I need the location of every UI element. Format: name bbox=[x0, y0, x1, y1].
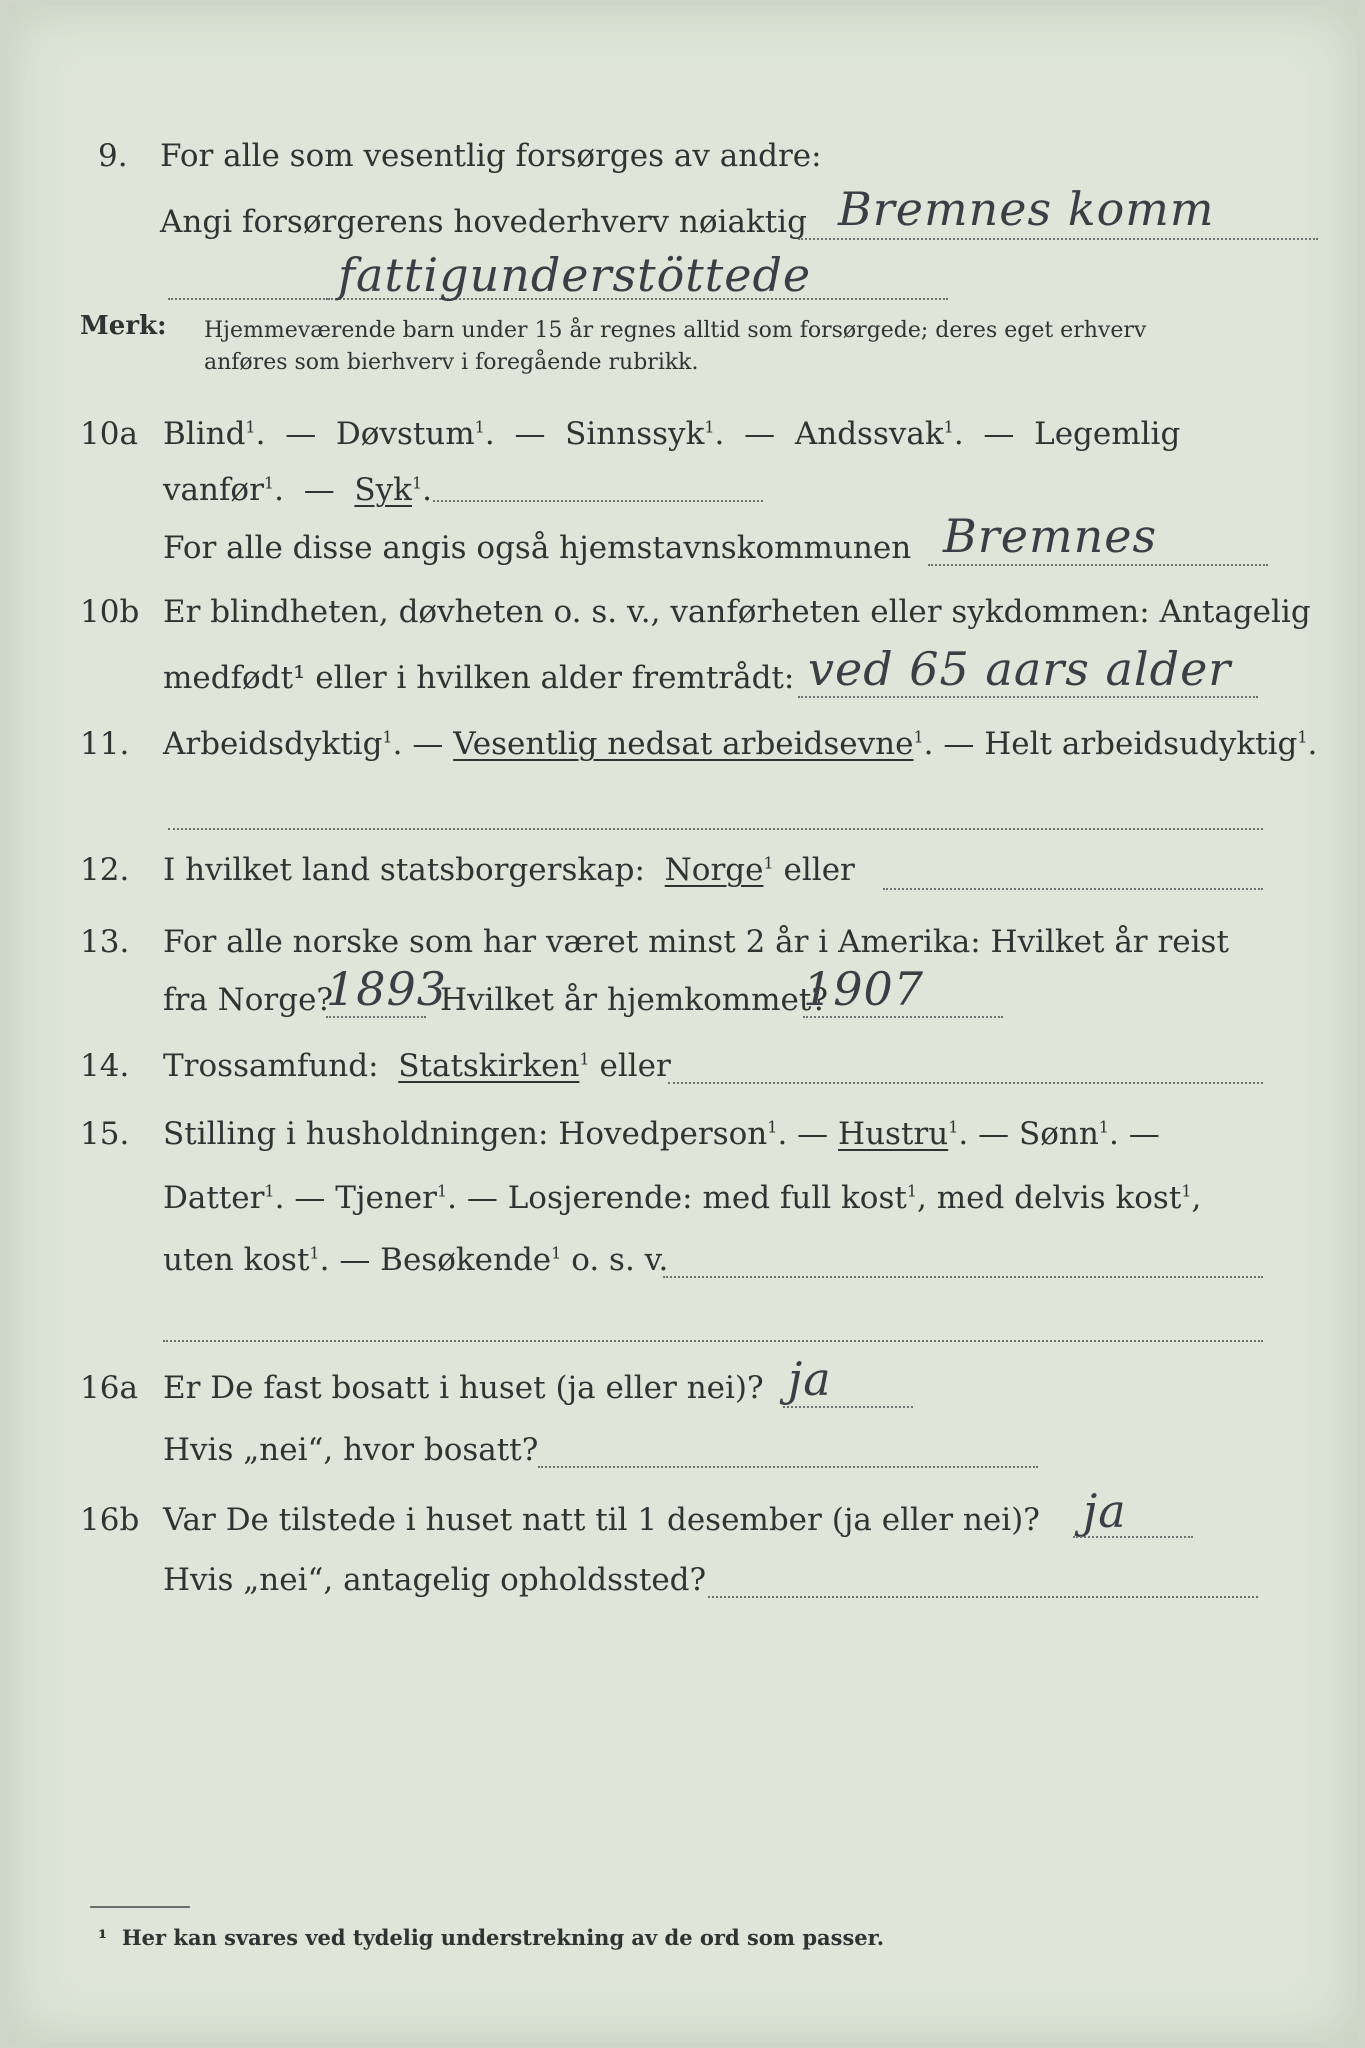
q12-tail: eller bbox=[783, 852, 855, 888]
sup-mark: 1 bbox=[382, 727, 393, 747]
q10a-line2-fill bbox=[433, 500, 763, 502]
opt-delvis-kost[interactable]: med delvis kost bbox=[936, 1180, 1182, 1216]
footnote-mark: ¹ bbox=[98, 1925, 108, 1950]
opt-vanfor[interactable]: vanfør bbox=[163, 472, 264, 508]
q10a-line3: For alle disse angis også hjemstavnskommunen bbox=[163, 530, 912, 566]
q9-line2: Angi forsørgerens hovederhverv nøiaktig bbox=[160, 204, 807, 240]
footnote bbox=[98, 1918, 884, 1958]
dash: — bbox=[466, 1180, 498, 1216]
opt-uten-kost[interactable]: uten kost bbox=[163, 1242, 310, 1278]
item-number-14: 14. bbox=[80, 1048, 130, 1084]
merk-label: Merk: bbox=[80, 311, 167, 341]
q15-fill-line1 bbox=[663, 1276, 1263, 1278]
q9-answer-line2-start bbox=[168, 298, 328, 300]
q10b-line1: Er blindheten, døvheten o. s. v., vanførheten eller sykdommen: Antagelig bbox=[163, 594, 1311, 630]
dot: . bbox=[255, 416, 266, 452]
q16a-fill-2 bbox=[538, 1466, 1038, 1468]
dot: . bbox=[447, 1180, 457, 1216]
q16b-line1: Var De tilstede i huset natt til 1 desember (ja eller nei)? bbox=[163, 1502, 1040, 1538]
q13-fill-2 bbox=[803, 1016, 1003, 1018]
sup-mark: 1 bbox=[704, 417, 715, 437]
dot: . bbox=[274, 1180, 285, 1216]
opt-blind[interactable]: Blind bbox=[163, 416, 246, 452]
opt-tjener[interactable]: Tjener bbox=[335, 1180, 437, 1216]
dot: . bbox=[1307, 726, 1318, 762]
merk-line1: Hjemmeværende barn under 15 år regnes alltid som forsørgede; deres eget erhverv bbox=[204, 318, 1147, 343]
sup-mark: 1 bbox=[436, 1181, 448, 1201]
dot: . bbox=[319, 1242, 330, 1278]
q16a-handwritten-answer: ja bbox=[788, 1352, 832, 1406]
q16b-handwritten-answer: ja bbox=[1083, 1484, 1127, 1538]
item-number-10b: 10b bbox=[80, 594, 140, 630]
q13-handwritten-year-left: 1893 bbox=[326, 962, 448, 1016]
dash: — bbox=[303, 472, 335, 508]
q16a-fill-1 bbox=[783, 1406, 913, 1408]
q10b-handwritten-answer: ved 65 aars alder bbox=[808, 642, 1232, 696]
sup-mark: 1 bbox=[906, 1181, 918, 1201]
sup-mark: 1 bbox=[579, 1049, 590, 1069]
q15-line3 bbox=[163, 1240, 668, 1280]
q10b-answer-line bbox=[798, 696, 1258, 698]
dot: . bbox=[422, 472, 432, 508]
dash: — bbox=[285, 416, 317, 452]
dot: . bbox=[1108, 1116, 1119, 1152]
dot: . bbox=[714, 416, 725, 452]
item-number-12: 12. bbox=[80, 852, 130, 888]
q12-line bbox=[163, 850, 855, 890]
opt-datter[interactable]: Datter bbox=[163, 1180, 265, 1216]
q11-line bbox=[163, 724, 1317, 764]
opt-norge-selected[interactable]: Norge bbox=[664, 852, 764, 888]
q9-handwritten-answer2: fattigunderstöttede bbox=[338, 248, 812, 302]
q14-tail: eller bbox=[599, 1048, 671, 1084]
q10a-answer-line bbox=[928, 564, 1268, 566]
item-number-15: 15. bbox=[80, 1116, 130, 1152]
sup-mark: 1 bbox=[551, 1243, 562, 1263]
sup-mark: 1 bbox=[767, 1117, 778, 1137]
q16b-line2: Hvis „nei“, antagelig opholdssted? bbox=[163, 1562, 707, 1598]
sup-mark: 1 bbox=[948, 1117, 959, 1137]
dash: — bbox=[744, 416, 776, 452]
dash: — bbox=[797, 1116, 829, 1152]
opt-besokende[interactable]: Besøkende bbox=[380, 1242, 552, 1278]
dot: . bbox=[484, 416, 495, 452]
item-number-16a: 16a bbox=[80, 1370, 138, 1406]
sup-mark: 1 bbox=[309, 1243, 320, 1263]
q10b-line2: medfødt¹ eller i hvilken alder fremtrådt: bbox=[163, 660, 795, 696]
opt-arbeidsdyktig[interactable]: Arbeidsdyktig bbox=[163, 726, 383, 762]
opt-syk-selected[interactable]: Syk bbox=[354, 472, 412, 508]
q10a-line1 bbox=[163, 414, 1180, 454]
dash: — bbox=[294, 1180, 326, 1216]
q10a-handwritten-answer: Bremnes bbox=[943, 509, 1158, 563]
sup-mark: 1 bbox=[763, 853, 774, 873]
opt-dovstum[interactable]: Døvstum bbox=[335, 416, 475, 452]
q9-handwritten-answer1: Bremnes komm bbox=[838, 182, 1215, 236]
census-form-page bbox=[8, 6, 1357, 2042]
sup-mark: 1 bbox=[1181, 1181, 1192, 1201]
q13-fill-1 bbox=[326, 1016, 426, 1018]
dash: — bbox=[978, 1116, 1010, 1152]
dot: . bbox=[923, 726, 934, 762]
dot: . bbox=[958, 1116, 969, 1152]
sup-mark: 1 bbox=[943, 417, 954, 437]
q9-line1: For alle som vesentlig forsørges av andre: bbox=[160, 138, 822, 174]
sup-mark: 1 bbox=[411, 473, 423, 493]
dot: . bbox=[392, 726, 403, 762]
footnote-text: Her kan svares ved tydelig understrekning av de ord som passer. bbox=[121, 1925, 885, 1950]
opt-sonn[interactable]: Sønn bbox=[1018, 1116, 1099, 1152]
dot: . bbox=[777, 1116, 788, 1152]
dash: — bbox=[412, 726, 444, 762]
q12-fill-line bbox=[883, 888, 1263, 890]
q15-line1 bbox=[163, 1114, 1160, 1154]
item-number-16b: 16b bbox=[80, 1502, 140, 1538]
item-number-13: 13. bbox=[80, 924, 130, 960]
item-number-10a: 10a bbox=[80, 416, 138, 452]
q10a-line2 bbox=[163, 470, 432, 510]
sup-mark: 1 bbox=[474, 417, 485, 437]
item-number-11: 11. bbox=[80, 726, 130, 762]
q13-line1: For alle norske som har været minst 2 år i Amerika: Hvilket år reist bbox=[163, 924, 1229, 960]
opt-sinnssyk[interactable]: Sinnssyk bbox=[565, 416, 705, 452]
opt-nedsat-selected[interactable]: Vesentlig nedsat arbeidsevne bbox=[453, 726, 914, 762]
q16b-fill-2 bbox=[708, 1596, 1258, 1598]
opt-hustru-selected[interactable]: Hustru bbox=[838, 1116, 949, 1152]
dash: — bbox=[339, 1242, 371, 1278]
q9-answer-line1 bbox=[798, 238, 1318, 240]
sup-mark: 1 bbox=[1297, 727, 1308, 747]
q15-fill-line2 bbox=[163, 1340, 1263, 1342]
q15-line2: Datter$^1$. — Tjener$^1$. — Losjerende: med full kost$^1$, med delvis kost$^1$, bbox=[163, 1180, 1202, 1216]
q14-line bbox=[163, 1046, 671, 1086]
q14-fill-line bbox=[668, 1082, 1263, 1084]
q13-line2b: Hvilket år hjemkommet? bbox=[440, 982, 828, 1018]
dash: — bbox=[943, 726, 975, 762]
dash: — bbox=[1128, 1116, 1160, 1152]
q15-hovedperson[interactable]: Stilling i husholdningen: Hovedperson bbox=[163, 1116, 768, 1152]
opt-andssvak[interactable]: Andssvak bbox=[794, 416, 944, 452]
q14-text: Trossamfund: bbox=[163, 1048, 379, 1084]
sup-mark: 1 bbox=[263, 473, 275, 493]
dot: . bbox=[953, 416, 964, 452]
q12-text: I hvilket land statsborgerskap: bbox=[163, 852, 645, 888]
q15-osv: o. s. v. bbox=[571, 1242, 669, 1278]
dash: — bbox=[514, 416, 546, 452]
q11-fill-line bbox=[168, 828, 1263, 830]
footnote-rule bbox=[90, 1906, 190, 1908]
sup-mark: 1 bbox=[245, 417, 256, 437]
q16a-line2: Hvis „nei“, hvor bosatt? bbox=[163, 1432, 539, 1468]
opt-udyktig[interactable]: Helt arbeidsudyktig bbox=[984, 726, 1298, 762]
q16b-fill-1 bbox=[1073, 1536, 1193, 1538]
q13-handwritten-year-return: 1907 bbox=[803, 962, 925, 1016]
sup-mark: 1 bbox=[264, 1181, 275, 1201]
opt-legemlig[interactable]: Legemlig bbox=[1034, 416, 1181, 452]
item-number-9: 9. bbox=[98, 138, 128, 174]
q16a-line1: Er De fast bosatt i huset (ja eller nei)? bbox=[163, 1370, 764, 1406]
opt-statskirken-selected[interactable]: Statskirken bbox=[398, 1048, 580, 1084]
sup-mark: 1 bbox=[913, 727, 924, 747]
sup-mark: 1 bbox=[1098, 1117, 1109, 1137]
merk-line2: anføres som bierhverv i foregående rubrikk. bbox=[204, 350, 699, 375]
q13-line2a: fra Norge? bbox=[163, 982, 334, 1018]
dash: — bbox=[983, 416, 1015, 452]
dot: . bbox=[274, 472, 284, 508]
opt-losjerende[interactable]: Losjerende: med full kost bbox=[507, 1180, 907, 1216]
